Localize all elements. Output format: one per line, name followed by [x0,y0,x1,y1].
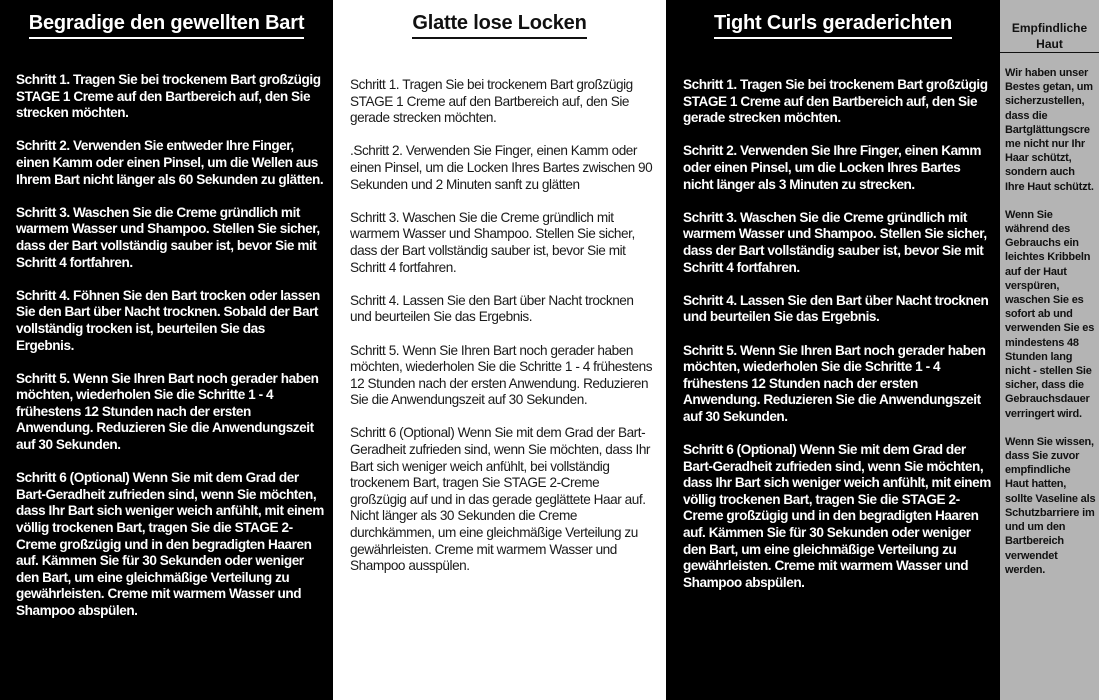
column-wavy-beard [0,0,333,700]
step-6: Schritt 6 (Optional) Wenn Sie mit dem Grad der Bart-Geradheit zufrieden sind, wenn Sie möchten, dass Ihr Bart sich weniger weich anfühlt, bei vollständig trockenem Bart, tragen Sie STAGE 2-Creme großzügig auf und in das gerade geglättete Haar auf. Nicht länger als 30 Sekunden die Creme durchkämmen, um eine gleichmäßige Verteilung zu gewährleisten. Creme mit warmem Wasser und Shampoo ausspülen. [350,425,651,574]
steps-list [16,72,325,636]
step-4: Schritt 4. Lassen Sie den Bart über Nacht trocknen und beurteilen Sie das Ergebnis. [683,292,989,325]
column-title: Begradige den gewellten Bart [0,10,333,39]
step-5: Schritt 5. Wenn Sie Ihren Bart noch gerader haben möchten, wiederholen Sie die Schritte 1 - 4 frühestens 12 Stunden nach der ersten Anwendung. Reduzieren Sie die Anwendungszeit auf 30 Sekunden. [350,342,653,408]
step-6: Schritt 6 (Optional) Wenn Sie mit dem Grad der Bart-Geradheit zufrieden sind, wenn Sie möchten, dass Ihr Bart sich weniger weich anfühlt, mit einem völlig trockenen Bart, tragen Sie die STAGE 2-Creme großzügig und in den begradigten Haaren auf. Kämmen Sie für 30 Sekunden oder weniger den Bart, um eine gleichmäßige Verteilung zu gewährleisten. Creme mit warmem Wasser und Shampoo abspülen. [16,470,324,618]
steps-list [683,77,992,608]
column-tight-curls [666,0,1000,700]
column-title: Tight Curls geraderichten [666,10,1000,39]
sidebar-paragraph-3: Wenn Sie wissen, dass Sie zuvor empfindliche Haut hatten, sollte Vaseline als Schutzbarriere im und um den Bartbereich verwendet werden. [1005,435,1096,576]
sidebar-text [1005,66,1096,591]
step-1: Schritt 1. Tragen Sie bei trockenem Bart großzügig STAGE 1 Creme auf den Bartbereich auf, den Sie strecken möchten. [16,72,321,121]
sidebar-paragraph-1: Wir haben unser Bestes getan, um sicherzustellen, dass die Bartglättungscreme nicht nur Ihr Haar schützt, sondern auch Ihre Haut schützt. [1005,67,1094,193]
steps-list [350,77,658,591]
step-3: Schritt 3. Waschen Sie die Creme gründlich mit warmem Wasser und Shampoo. Stellen Sie sicher, dass der Bart vollständig sauber ist, bevor Sie mit Schritt 4 fortfahren. [350,209,635,275]
sidebar-paragraph-2: Wenn Sie während des Gebrauchs ein leichtes Kribbeln auf der Haut verspüren, waschen Sie es sofort ab und verwenden Sie es mindestens 48 Stunden lang nicht - stellen Sie sicher, dass die Gebrauchsdauer verringert wird. [1005,208,1095,420]
step-1: Schritt 1. Tragen Sie bei trockenem Bart großzügig STAGE 1 Creme auf den Bartbereich auf, den Sie gerade strecken möchten. [350,77,633,126]
step-2: Schritt 2. Verwenden Sie entweder Ihre Finger, einen Kamm oder einen Pinsel, um die Wellen aus Ihrem Bart nicht länger als 60 Sekunden zu glätten. [16,138,324,187]
step-6: Schritt 6 (Optional) Wenn Sie mit dem Grad der Bart-Geradheit zufrieden sind, wenn Sie möchten, dass Ihr Bart sich weniger weich anfühlt, mit einem völlig trockenen Bart, tragen Sie die STAGE 2-Creme großzügig und in den begradigten Haaren auf. Kämmen Sie für 30 Sekunden oder weniger den Bart, um eine gleichmäßige Verteilung zu gewährleisten. Creme mit warmem Wasser und Shampoo abspülen. [683,442,991,590]
column-loose-curls [333,0,666,700]
column-title: Glatte lose Locken [333,10,666,39]
sidebar-title: Empfindliche Haut [1000,20,1099,53]
step-5: Schritt 5. Wenn Sie Ihren Bart noch gerader haben möchten, wiederholen Sie die Schritte 1 - 4 frühestens 12 Stunden nach der ersten Anwendung. Reduzieren Sie die Anwendungszeit auf 30 Sekunden. [683,342,986,424]
step-2: .Schritt 2. Verwenden Sie Finger, einen Kamm oder einen Pinsel, um die Locken Ihres Bartes zwischen 90 Sekunden und 2 Minuten sanft zu glätten [350,143,653,192]
step-3: Schritt 3. Waschen Sie die Creme gründlich mit warmem Wasser und Shampoo. Stellen Sie sicher, dass der Bart vollständig sauber ist, bevor Sie mit Schritt 4 fortfahren. [683,209,987,275]
sidebar-sensitive-skin [1000,0,1099,700]
step-3: Schritt 3. Waschen Sie die Creme gründlich mit warmem Wasser und Shampoo. Stellen Sie sicher, dass der Bart vollständig sauber ist, bevor Sie mit Schritt 4 fortfahren. [16,204,320,270]
step-4: Schritt 4. Lassen Sie den Bart über Nacht trocknen und beurteilen Sie das Ergebnis. [350,292,634,325]
step-4: Schritt 4. Föhnen Sie den Bart trocken oder lassen Sie den Bart über Nacht trocknen. Sobald der Bart vollständig trocken ist, beurteilen Sie das Ergebnis. [16,287,320,353]
step-5: Schritt 5. Wenn Sie Ihren Bart noch gerader haben möchten, wiederholen Sie die Schritte 1 - 4 frühestens 12 Stunden nach der ersten Anwendung. Reduzieren Sie die Anwendungszeit auf 30 Sekunden. [16,370,319,453]
step-1: Schritt 1. Tragen Sie bei trockenem Bart großzügig STAGE 1 Creme auf den Bartbereich auf, den Sie gerade strecken möchten. [683,77,988,126]
step-2: Schritt 2. Verwenden Sie Ihre Finger, einen Kamm oder einen Pinsel, um die Locken Ihres Bartes nicht länger als 3 Minuten zu strecken. [683,143,981,192]
